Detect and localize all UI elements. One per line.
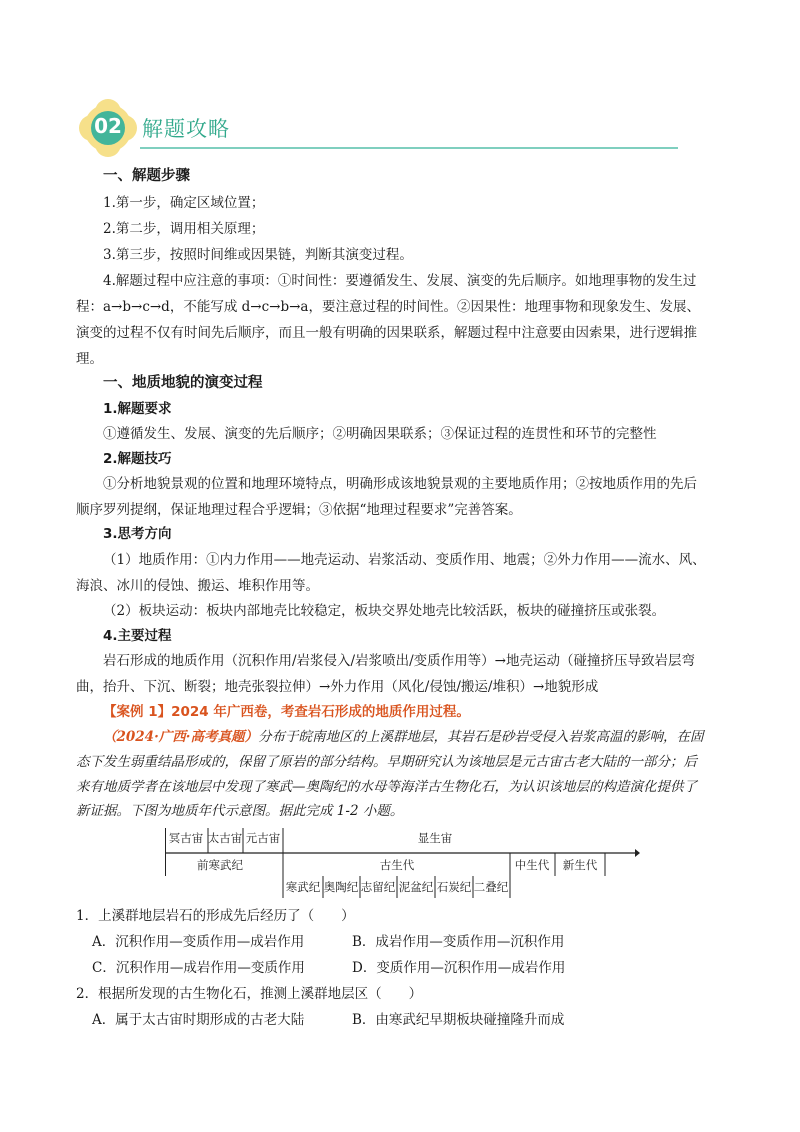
period-silurian: 志留纪 (360, 880, 396, 894)
era-precambrian: 前寒武纪 (197, 858, 243, 872)
case-text-1: 分布于皖南地区的上溪群地层，其岩石是砂岩受侵入岩浆高温的影响，在固 (257, 729, 704, 745)
steps-heading: 一、解题步骤 (103, 168, 190, 184)
case-paragraph-line-1 (103, 727, 703, 747)
skills-line-1: ①分析地貌景观的位置和地理环境特点，明确形成该地貌景观的主要地质作用；②按地质作用的先后 (103, 476, 697, 492)
thinking-line-2: 海浪、冰川的侵蚀、搬运、堆积作用等。 (76, 578, 319, 594)
skills-line-2: 顺序罗列提纲，保证地理过程合乎逻辑；③依据“地理过程要求”完善答案。 (76, 502, 522, 518)
process-line-2: 曲，抬升、下沉、断裂；地壳张裂拉伸）→外力作用（风化/侵蚀/搬运/堆积）→地貌形成 (76, 679, 599, 695)
question-2-option-a: A．属于太古宙时期形成的古老大陆 (92, 1012, 305, 1028)
eon-hadean: 冥古宙 (168, 831, 204, 845)
step-1: 1.第一步，确定区域位置； (103, 195, 265, 211)
geologic-timeline-diagram (165, 818, 640, 898)
thinking-heading: 3.思考方向 (103, 526, 172, 542)
section-badge (78, 98, 138, 158)
thinking-line-3: （2）板块运动：板块内部地壳比较稳定，板块交界处地壳比较活跃，板块的碰撞挤压或张裂。 (103, 603, 666, 619)
question-1-option-b: B．成岩作用—变质作用—沉积作用 (352, 934, 565, 950)
eon-proterozoic: 元古宙 (245, 831, 281, 845)
section-title: 解题攻略 (142, 117, 230, 141)
period-devonian: 泥盆纪 (398, 880, 434, 894)
step-4-line-1: 4.解题过程中应注意的事项：①时间性：要遵循发生、发展、演变的先后顺序。如地理事物的发生过 (103, 273, 697, 289)
step-4-line-3: 演变的过程不仅有时间先后顺序，而且一般有明确的因果联系，解题过程中注意要由因索果，进行逻辑推 (76, 325, 697, 341)
question-2-stem: 2．根据所发现的古生物化石，推测上溪群地层区（ ） (76, 986, 423, 1002)
question-1-option-a: A．沉积作用—变质作用—成岩作用 (92, 934, 305, 950)
process-line-1: 岩石形成的地质作用（沉积作用/岩浆侵入/岩浆喷出/变质作用等）→地壳运动（碰撞挤压导致岩层弯 (103, 653, 695, 669)
thinking-line-1: （1）地质作用：①内力作用——地壳运动、岩浆活动、变质作用、地震；②外力作用——流水、风、 (103, 552, 706, 568)
step-3: 3.第三步，按照时间维或因果链，判断其演变过程。 (103, 247, 413, 263)
eon-archean: 太古宙 (207, 831, 243, 845)
timeline-arrow-icon (635, 849, 640, 857)
step-4-line-4: 理。 (76, 351, 103, 367)
step-4-line-2: 程：a→b→c→d，不能写成 d→c→b→a，要注意过程的时间性。②因果性：地理事物和现象发生、发展、 (76, 299, 700, 315)
case-paragraph-line-4: 新证据。下图为地质年代示意图。据此完成 1-2 小题。 (76, 803, 404, 819)
period-ordovician: 奥陶纪 (323, 880, 359, 894)
era-cenozoic: 新生代 (562, 858, 598, 872)
process-heading: 4.主要过程 (103, 628, 172, 644)
section-number: 02 (94, 114, 122, 138)
case-paragraph-line-2: 态下发生弱重结晶形成的，保留了原岩的部分结构。早期研究认为该地层是元古宙古老大陆的一部分；后 (76, 754, 697, 770)
case-paragraph-line-3: 来有地质学者在该地层中发现了寒武—奥陶纪的水母等海洋古生物化石，为认识该地层的构造演化提供了 (76, 779, 697, 795)
question-2-option-b: B．由寒武纪早期板块碰撞隆升而成 (352, 1012, 565, 1028)
era-paleozoic: 古生代 (379, 858, 415, 872)
question-1-option-d: D．变质作用—沉积作用—成岩作用 (352, 960, 566, 976)
skills-heading: 2.解题技巧 (103, 451, 172, 467)
period-cambrian: 寒武纪 (285, 880, 321, 894)
question-1-option-c: C．沉积作用—成岩作用—变质作用 (92, 960, 305, 976)
section-divider (140, 147, 678, 149)
period-carboniferous: 石炭纪 (436, 880, 472, 894)
period-permian: 二叠纪 (473, 880, 509, 894)
question-1-stem: 1．上溪群地层岩石的形成先后经历了（ ） (76, 908, 355, 924)
geo-heading: 一、地质地貌的演变过程 (103, 375, 263, 391)
case-source: （2024·广西·高考真题） (103, 729, 258, 745)
era-mesozoic: 中生代 (514, 858, 550, 872)
step-2: 2.第二步，调用相关原理； (103, 221, 265, 237)
requirements-heading: 1.解题要求 (103, 401, 172, 417)
requirements-text: ①遵循发生、发展、演变的先后顺序；②明确因果联系；③保证过程的连贯性和环节的完整性 (103, 426, 657, 442)
case-title: 【案例 1】2024 年广西卷，考查岩石形成的地质作用过程。 (103, 704, 470, 720)
eon-phanerozoic: 显生宙 (417, 831, 453, 845)
